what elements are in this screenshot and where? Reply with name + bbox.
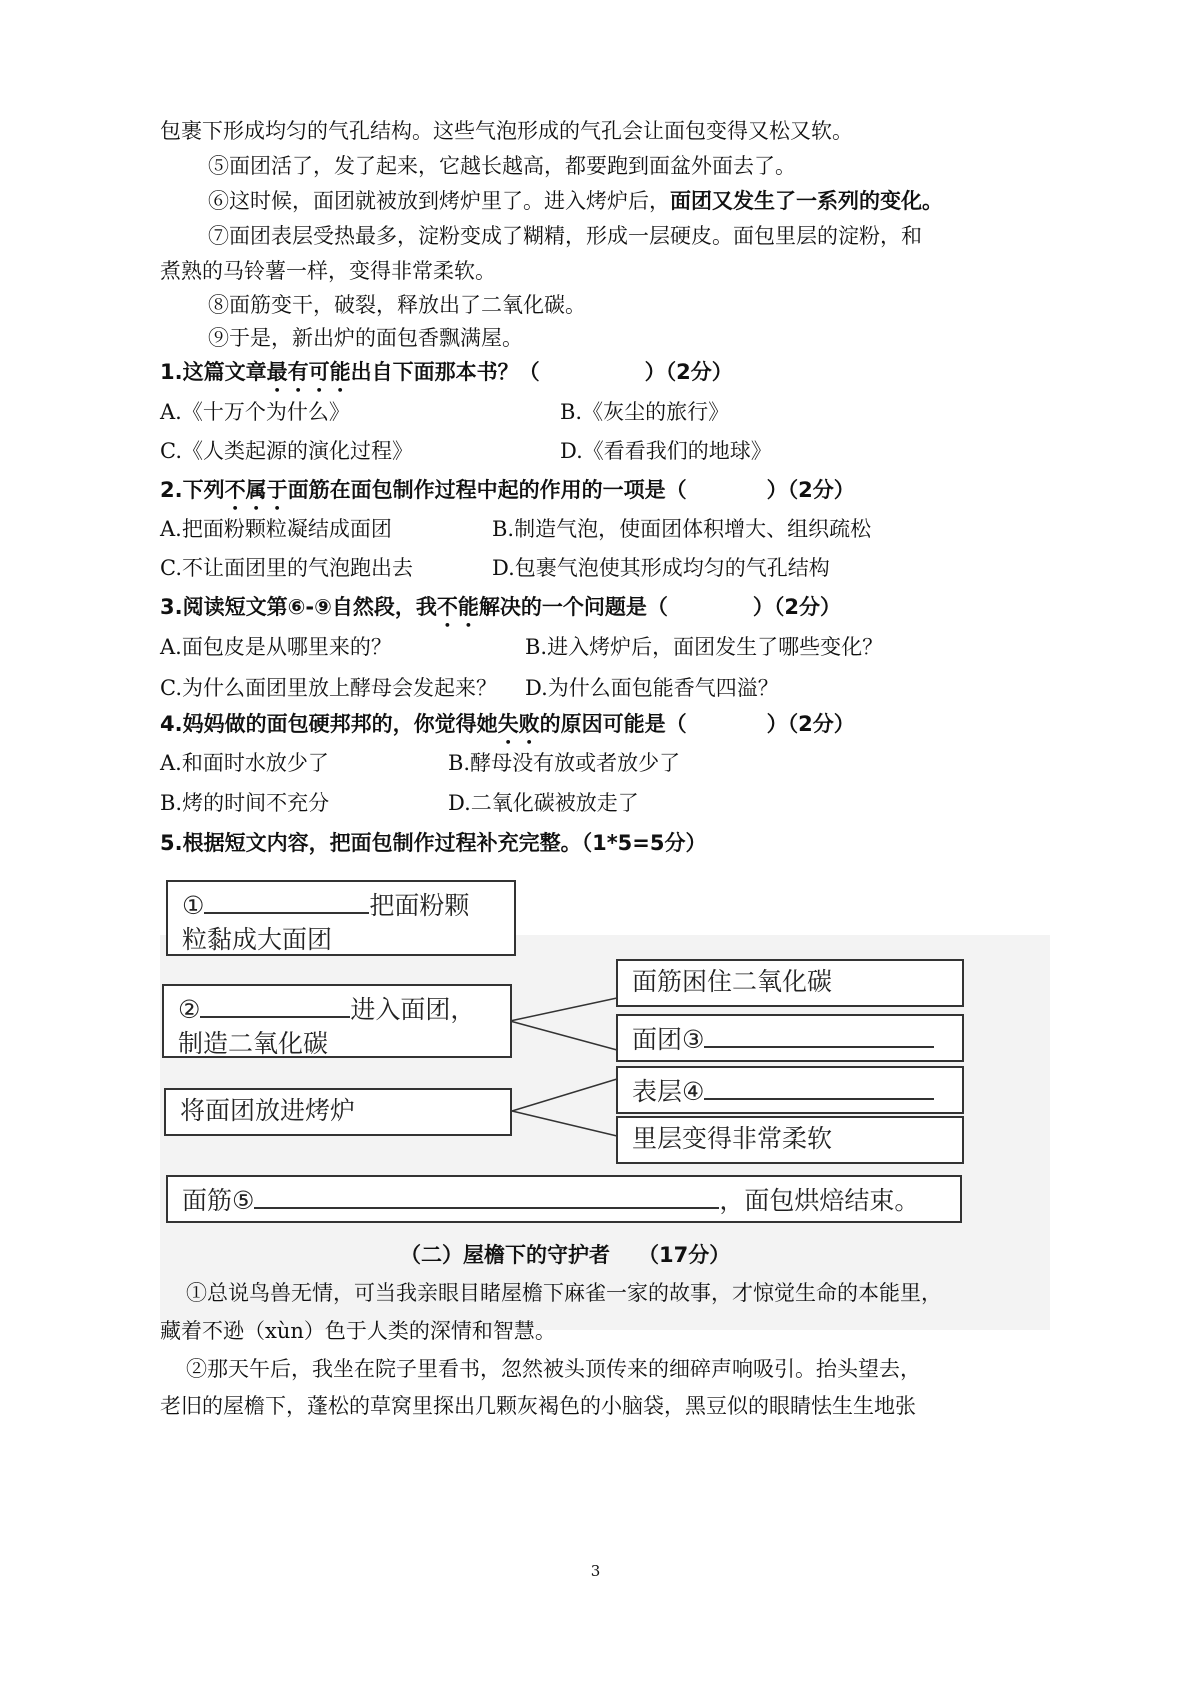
step-2b-label: 面团③ xyxy=(632,1025,705,1054)
question-3-emphasis: 不能 xyxy=(436,595,479,619)
q3-option-d[interactable]: D.为什么面包能香气四溢？ xyxy=(525,676,779,700)
step-1-blank[interactable] xyxy=(204,886,369,914)
question-2-score: ）（2分） xyxy=(766,478,855,502)
q3-option-c[interactable]: C.为什么面团里放上酵母会发起来？ xyxy=(160,676,497,700)
question-3-stem xyxy=(160,592,841,632)
question-5-stem: 5.根据短文内容，把面包制作过程补充完整。（1*5=5分） xyxy=(160,831,707,855)
q1-option-a[interactable]: A.《十万个为什么》 xyxy=(160,400,350,424)
step-4-blank[interactable] xyxy=(704,1072,934,1100)
step-1-text-2: 粒黏成大面团 xyxy=(182,925,333,954)
q3-option-b[interactable]: B.进入烤炉后，面团发生了哪些变化？ xyxy=(525,635,884,659)
step-3-blank[interactable] xyxy=(704,1020,934,1048)
q4-option-a[interactable]: A.和面时水放少了 xyxy=(160,751,329,775)
q1-option-b[interactable]: B.《灰尘的旅行》 xyxy=(560,400,730,424)
q3-option-a[interactable]: A.面包皮是从哪里来的？ xyxy=(160,635,392,659)
question-2-emphasis: 不属于 xyxy=(224,478,288,502)
question-2-text-2: 面筋在面包制作过程中起的作用的一项是（ xyxy=(287,478,687,502)
q2-option-b[interactable]: B.制造气泡，使面团体积增大、组织疏松 xyxy=(492,517,872,541)
q4-option-c[interactable]: B.烤的时间不充分 xyxy=(160,791,330,815)
step-3-box: 将面团放进烤炉 xyxy=(164,1088,512,1136)
paragraph-7-line2: 煮熟的马铃薯一样，变得非常柔软。 xyxy=(160,259,496,283)
paragraph-8: ⑧面筋变干，破裂，释放出了二氧化碳。 xyxy=(208,293,586,317)
q2-option-d[interactable]: D.包裹气泡使其形成均匀的气孔结构 xyxy=(492,556,830,580)
connector-line xyxy=(510,1021,617,1050)
step-2-text: 进入面团， xyxy=(350,995,476,1024)
question-1-score: ）（2分） xyxy=(644,360,733,384)
step-2-box xyxy=(162,984,512,1058)
connector-line xyxy=(512,1111,617,1136)
q1-option-d[interactable]: D.《看看我们的地球》 xyxy=(560,439,772,463)
paragraph-9: ⑨于是，新出炉的面包香飘满屋。 xyxy=(208,326,523,350)
question-1-stem xyxy=(160,357,733,397)
question-4-score: ）（2分） xyxy=(766,712,855,736)
question-1-emphasis: 最有可能 xyxy=(266,360,351,384)
step-1-number: ① xyxy=(182,891,205,920)
question-2-stem xyxy=(160,475,855,515)
section-2-title xyxy=(400,1240,730,1270)
question-1-text-2: 出自下面那本书？（ xyxy=(350,360,540,384)
q4-option-b[interactable]: B.酵母没有放或者放少了 xyxy=(448,751,681,775)
question-3-text: 3.阅读短文第⑥-⑨自然段，我 xyxy=(160,595,437,619)
question-4-stem xyxy=(160,709,855,749)
paragraph-5: ⑤面团活了，发了起来，它越长越高，都要跑到面盆外面去了。 xyxy=(208,154,796,178)
question-4-text-2: 的原因可能是（ xyxy=(539,712,687,736)
step-2b-box xyxy=(616,1014,964,1062)
connector-line xyxy=(510,998,617,1021)
step-2a-box: 面筋困住二氧化碳 xyxy=(616,959,964,1007)
q1-option-c[interactable]: C.《人类起源的演化过程》 xyxy=(160,439,413,463)
section-2-p2-line2: 老旧的屋檐下，蓬松的草窝里探出几颗灰褐色的小脑袋，黑豆似的眼睛怯生生地张 xyxy=(160,1394,916,1418)
step-4-label: 面筋⑤ xyxy=(182,1186,255,1215)
paragraph-7-line1: ⑦面团表层受热最多，淀粉变成了糊精，形成一层硬皮。面包里层的淀粉，和 xyxy=(208,224,922,248)
step-1-text: 把面粉颗 xyxy=(369,891,470,920)
step-2-blank[interactable] xyxy=(200,990,350,1018)
step-4-text: ，面包烘焙结束。 xyxy=(719,1186,920,1215)
paragraph-6-emphasis: 面团又发生了一系列的变化。 xyxy=(670,189,943,213)
section-2-p2-line1: ②那天午后，我坐在院子里看书，忽然被头顶传来的细碎声响吸引。抬头望去， xyxy=(186,1357,921,1381)
question-2-text: 2.下列 xyxy=(160,478,225,502)
question-1-text: 1.这篇文章 xyxy=(160,360,267,384)
question-4-emphasis: 失败 xyxy=(497,712,540,736)
connector-line xyxy=(512,1079,617,1111)
section-title-text: （二）屋檐下的守护者 xyxy=(400,1243,610,1267)
paragraph-6-text: ⑥这时候，面团就被放到烤炉里了。进入烤炉后， xyxy=(208,189,670,213)
question-3-score: ）（2分） xyxy=(752,595,841,619)
passage-line: 包裹下形成均匀的气孔结构。这些气泡形成的气孔会让面包变得又松又软。 xyxy=(160,119,853,143)
step-2-text-2: 制造二氧化碳 xyxy=(178,1029,329,1058)
step-3a-box xyxy=(616,1066,964,1114)
page-number: 3 xyxy=(590,1562,601,1580)
question-3-text-2: 解决的一个问题是（ xyxy=(478,595,668,619)
step-5-blank[interactable] xyxy=(254,1181,719,1209)
paragraph-6 xyxy=(208,186,943,216)
q2-option-c[interactable]: C.不让面团里的气泡跑出去 xyxy=(160,556,413,580)
step-2-number: ② xyxy=(178,995,201,1024)
step-4-box xyxy=(166,1175,962,1223)
question-4-text: 4.妈妈做的面包硬邦邦的，你觉得她 xyxy=(160,712,498,736)
q2-option-a[interactable]: A.把面粉颗粒凝结成面团 xyxy=(160,517,392,541)
step-3a-label: 表层④ xyxy=(632,1077,705,1106)
section-score: （17分） xyxy=(638,1243,731,1267)
step-3b-box: 里层变得非常柔软 xyxy=(616,1116,964,1164)
q4-option-d[interactable]: D.二氧化碳被放走了 xyxy=(448,791,639,815)
section-2-p1-line1: ①总说鸟兽无情，可当我亲眼目睹屋檐下麻雀一家的故事，才惊觉生命的本能里， xyxy=(186,1281,942,1305)
section-2-p1-line2: 藏着不逊（xùn）色于人类的深情和智慧。 xyxy=(160,1319,556,1343)
step-1-box xyxy=(166,880,516,956)
